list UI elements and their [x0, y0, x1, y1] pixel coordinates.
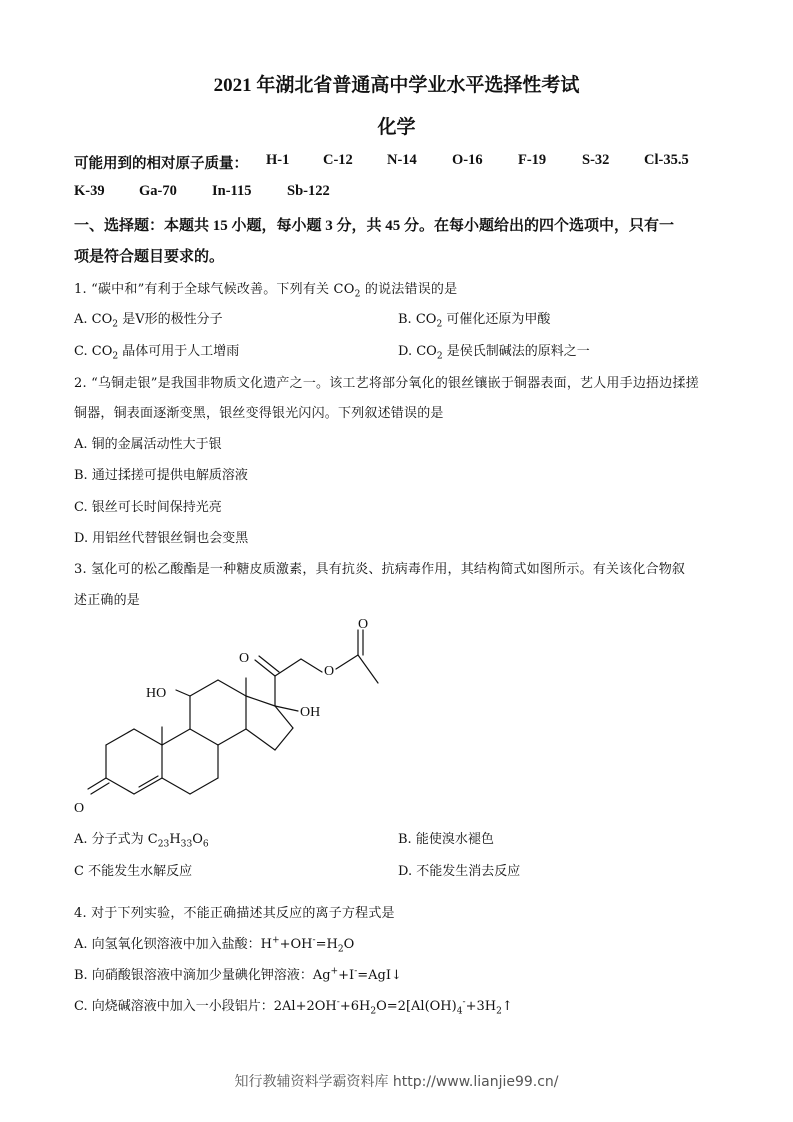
section-heading-line1: 一、选择题：本题共 15 小题，每小题 3 分，共 45 分。在每小题给出的四个选项中，只有一 — [74, 218, 675, 234]
atom-label-o: O — [358, 617, 369, 632]
structural-formula — [70, 612, 390, 822]
question-2-stem-line1: 2. “乌铜走银”是我国非物质文化遗产之一。该工艺将部分氧化的银丝镶嵌于铜器表面，艺人用手边捂边揉搓 — [74, 376, 699, 391]
atom-label-ho: HO — [146, 686, 167, 701]
mass-item: H-1 — [266, 152, 290, 168]
q3-option-b: B. 能使溴水褪色 — [398, 832, 494, 847]
mass-item: Ga-70 — [139, 183, 177, 199]
atom-label-o: O — [74, 801, 85, 816]
q4-option-a: A. 向氢氧化钡溶液中加入盐酸：$H^++OH^-=H_2O$ — [74, 935, 355, 955]
question-2-stem-line2: 铜器，铜表面逐渐变黑，银丝变得银光闪闪。下列叙述错误的是 — [74, 406, 444, 421]
mass-item: In-115 — [212, 183, 252, 199]
q3-option-d: D. 不能发生消去反应 — [398, 864, 521, 879]
question-3-stem-line2: 述正确的是 — [74, 593, 141, 608]
mass-item: O-16 — [452, 152, 483, 168]
question-3-stem-line1: 3. 氢化可的松乙酸酯是一种糖皮质激素，具有抗炎、抗病毒作用，其结构简式如图所示。有关该化合物叙 — [74, 562, 686, 577]
q3-option-a: A. 分子式为 $C_{23}H_{33}O_6$ — [74, 832, 209, 850]
question-1-stem: 1. “碳中和”有利于全球气候改善。下列有关 $CO_2$ 的说法错误的是 — [74, 282, 458, 300]
mass-item: F-19 — [518, 152, 547, 168]
subject-title: 化学 — [377, 117, 416, 138]
exam-title: 2021 年湖北省普通高中学业水平选择性考试 — [213, 75, 580, 96]
mass-item: C-12 — [323, 152, 353, 168]
q1-option-c: C. $CO_2$ 晶体可用于人工增雨 — [74, 344, 240, 362]
q2-option-a: A. 铜的金属活动性大于银 — [74, 437, 222, 452]
question-4-stem: 4. 对于下列实验，不能正确描述其反应的离子方程式是 — [74, 906, 395, 921]
q1-option-a: A. $CO_2$ 是Ⅴ形的极性分子 — [74, 312, 223, 330]
q1-option-d: D. $CO_2$ 是侯氏制碱法的原料之一 — [398, 344, 590, 362]
atom-label-o: O — [324, 664, 335, 679]
mass-item: S-32 — [582, 152, 610, 168]
footer-watermark: 知行教辅资料学霸资料库 http://www.lianjie99.cn/ — [234, 1074, 559, 1090]
q1-option-b: B. $CO_2$ 可催化还原为甲酸 — [398, 312, 551, 330]
q3-option-c: C 不能发生水解反应 — [74, 864, 193, 879]
mass-item: K-39 — [74, 183, 105, 199]
atom-label-o: O — [239, 651, 250, 666]
mass-item: Sb-122 — [287, 183, 330, 199]
atomic-mass-label: 可能用到的相对原子质量： — [74, 156, 248, 172]
q4-option-b: B. 向硝酸银溶液中滴加少量碘化钾溶液：Ag++I-=AgI↓ — [74, 966, 402, 983]
mass-item: Cl-35.5 — [644, 152, 689, 168]
mass-item: N-14 — [387, 152, 417, 168]
q2-option-b: B. 通过揉搓可提供电解质溶液 — [74, 468, 248, 483]
q2-option-d: D. 用铝丝代替银丝铜也会变黑 — [74, 531, 249, 546]
q2-option-c: C. 银丝可长时间保持光亮 — [74, 500, 222, 515]
section-heading-line2: 项是符合题目要求的。 — [74, 249, 225, 265]
atom-label-oh: OH — [300, 705, 321, 720]
q4-option-c: C. 向烧碱溶液中加入一小段铝片：$2Al+2OH^-+6H_2O=2[Al(OH)_4^-+3H_2↑$ — [74, 997, 513, 1017]
